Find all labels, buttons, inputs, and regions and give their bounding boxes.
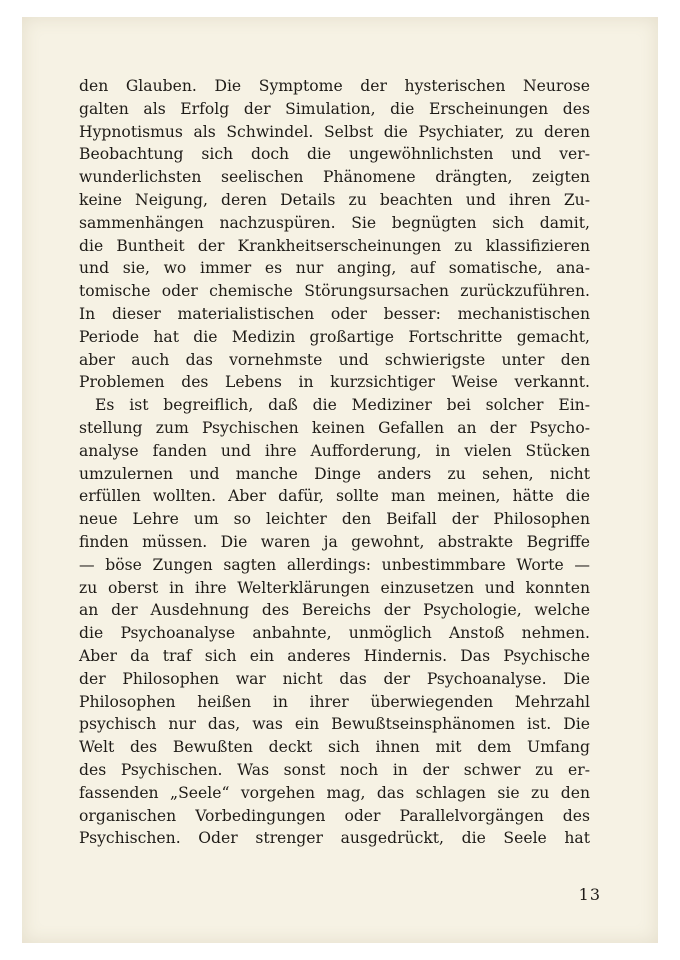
text-line: fassenden „Seele“ vorgehen mag, das schlagen sie zu den — [79, 783, 590, 802]
text-line: Psychischen. Oder strenger ausgedrückt, die Seele hat — [79, 829, 590, 848]
text-line: an der Ausdehnung des Bereichs der Psychologie, welche — [79, 601, 590, 620]
text-line: Welt des Bewußten deckt sich ihnen mit dem Umfang — [79, 738, 590, 757]
page-number: 13 — [578, 885, 601, 904]
text-line: psychisch nur das, was ein Bewußtseinsphänomen ist. Die — [79, 715, 590, 734]
text-line: tomische oder chemische Störungsursachen zurückzuführen. — [79, 282, 590, 301]
text-line: umzulernen und manche Dinge anders zu sehen, nicht — [79, 464, 590, 483]
text-line: der Philosophen war nicht das der Psychoanalyse. Die — [79, 669, 590, 688]
text-line: Beobachtung sich doch die ungewöhnlichsten und ver- — [79, 145, 590, 164]
text-line: und sie, wo immer es nur anging, auf somatische, ana- — [79, 259, 590, 278]
text-line: die Buntheit der Krankheitserscheinungen zu klassifizieren — [79, 236, 590, 255]
text-line: Philosophen heißen in ihrer überwiegenden Mehrzahl — [79, 692, 590, 711]
text-line: wunderlichsten seelischen Phänomene drängten, zeigten — [79, 168, 590, 187]
text-line: den Glauben. Die Symptome der hysterischen Neurose — [79, 77, 590, 95]
text-line: galten als Erfolg der Simulation, die Erscheinungen des — [79, 99, 590, 118]
text-line: keine Neigung, deren Details zu beachten und ihren Zu- — [79, 190, 590, 209]
body-text — [79, 75, 590, 850]
text-line: erfüllen wollten. Aber dafür, sollte man meinen, hätte die — [79, 487, 590, 506]
text-line: aber auch das vornehmste und schwierigste unter den — [79, 350, 590, 369]
text-line: — böse Zungen sagten allerdings: unbestimmbare Worte — — [79, 555, 590, 574]
text-line: zu oberst in ihre Welterklärungen einzusetzen und konnten — [79, 578, 590, 597]
text-line: Problemen des Lebens in kurzsichtiger Weise verkannt. — [79, 373, 590, 392]
text-line: finden müssen. Die waren ja gewohnt, abstrakte Begriffe — [79, 532, 590, 551]
text-line: die Psychoanalyse anbahnte, unmöglich Anstoß nehmen. — [79, 624, 590, 643]
book-page — [22, 17, 658, 943]
text-line: organischen Vorbedingungen oder Parallelvorgängen des — [79, 806, 590, 825]
paragraph-start-line: Es ist begreiflich, daß die Mediziner bei solcher Ein- — [95, 396, 590, 415]
text-line: sammenhängen nachzuspüren. Sie begnügten sich damit, — [79, 213, 590, 232]
text-line: Periode hat die Medizin großartige Fortschritte gemacht, — [79, 327, 590, 346]
text-line: In dieser materialistischen oder besser: mechanistischen — [79, 304, 590, 323]
text-line: neue Lehre um so leichter den Beifall der Philosophen — [79, 510, 590, 529]
text-line: stellung zum Psychischen keinen Gefallen an der Psycho- — [79, 418, 590, 437]
text-line: des Psychischen. Was sonst noch in der schwer zu er- — [79, 760, 590, 779]
text-line: analyse fanden und ihre Aufforderung, in vielen Stücken — [79, 441, 590, 460]
text-line: Aber da traf sich ein anderes Hindernis. Das Psychische — [79, 646, 590, 665]
text-line: Hypnotismus als Schwindel. Selbst die Psychiater, zu deren — [79, 122, 590, 141]
